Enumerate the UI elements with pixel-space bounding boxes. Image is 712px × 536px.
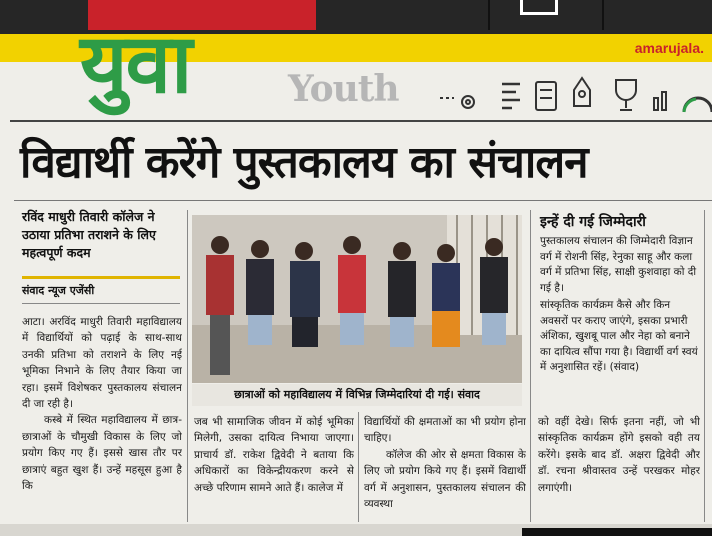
byline: संवाद न्यूज एजेंसी — [22, 284, 95, 297]
gauge-icon — [684, 98, 712, 112]
chart-icon — [654, 92, 666, 110]
subhead-underline — [22, 276, 180, 279]
subheadline: रविंद माधुरी तिवारी कॉलेज ने उठाया प्रतिभा तराशने के लिए महत्वपूर्ण कदम — [22, 209, 156, 260]
column-divider — [358, 412, 359, 522]
next-article-header — [522, 528, 712, 536]
brand-logo: amarujala. — [634, 40, 704, 56]
masthead-rule — [10, 120, 712, 122]
toolbar-separator — [488, 0, 490, 30]
sidebar-paragraph: सांस्कृतिक कार्यक्रम कैसे और किन अवसरों पर कराए जाएंगे, इसका प्रभारी अंशिका, खुशबू पाल और नेहा को बनाने का दायित्व सौंपा गया है। विद्यार्थी वर्ग स्वयं में अनुशासित रहें। (संवाद) — [540, 299, 698, 373]
article-photo — [192, 215, 522, 383]
section-title-youth: Youth — [288, 68, 399, 110]
sidebar-body — [540, 234, 700, 376]
checklist-icon — [536, 82, 556, 110]
column-divider — [530, 210, 531, 522]
paragraph: जब भी सामाजिक जीवन में कोई भूमिका मिलेगी, उसका दायित्व निभाया जाएगा। प्राचार्य डॉ. राकेश द्विवेदी ने बताया कि अधिकारों का विकेन्द्रीयकरण करने से अच्छे परिणाम सामने आते हैं। कालेज में — [194, 416, 354, 494]
paragraph: को वहीं देखे। सिर्फ इतना नहीं, जो भी सांस्कृतिक कार्यक्रम होंगे इसको वही तय करेंगे। इसके बाद डॉ. अक्षरा द्विवेदी और डॉ. रचना श्रीवास्तव उन्हें परखकर मोहर लगाएंगी। — [538, 416, 700, 494]
list-icon — [502, 84, 520, 108]
column-divider — [187, 210, 188, 522]
headline-rule — [14, 200, 712, 201]
students-photo-illustration — [192, 215, 522, 383]
paragraph: कॉलेज की ओर से क्षमता विकास के लिए जो प्रयोग किये गए हैं। इसमें विद्यार्थी वर्ग में अनुशासन, पुस्तकालय संचालन की व्यवस्था — [364, 448, 526, 511]
column-divider — [704, 210, 705, 522]
article-column-1 — [22, 314, 182, 522]
section-title-yuva: युवा — [80, 17, 191, 112]
toolbar-separator — [602, 0, 604, 30]
sidebar-title: इन्हें दी गई जिम्मेदारी — [540, 214, 646, 230]
gear-icon — [462, 96, 474, 108]
paragraph: आटा। अरविंद माधुरी तिवारी महाविद्यालय में विद्यार्थियों को पढ़ाई के साथ-साथ उनकी प्रतिभा को तराशने के लिए नई भूमिका निभाने के लिए तैयार किया जा रहा। इसमें विशेषकर पुस्तकालय संचालन दी जा रही है। — [22, 316, 182, 411]
article-column-2 — [194, 414, 354, 522]
rocket-icon — [574, 78, 590, 106]
headline: विद्यार्थी करेंगे पुस्तकालय का संचालन — [20, 137, 588, 188]
article-column-4 — [538, 414, 700, 522]
decorative-icons-strip — [440, 72, 712, 116]
byline-rule — [22, 303, 180, 304]
photo-caption: छात्राओं को महाविद्यालय में विभिन्न जिम्मेदारियां दी गई। संवाद — [192, 384, 522, 406]
trophy-icon — [616, 80, 636, 110]
sidebar-paragraph: पुस्तकालय संचालन की जिम्मेदारी विज्ञान वर्ग में रोशनी सिंह, रेनुका साहू और कला वर्ग में प्रतिभा सिंह, साक्षी कुशवाहा को दी गई है। — [540, 235, 697, 294]
tray-icon[interactable] — [520, 0, 558, 15]
article-column-3 — [364, 414, 526, 522]
paragraph: कस्बे में स्थित महाविद्यालय में छात्र-छात्राओं के चौमुखी विकास के लिए जो प्रयोग किए गए हैं। इससे खास तौर पर छात्राएं बहुत खुश हैं। उन्हें महसूस हुआ है कि — [22, 414, 182, 493]
paragraph: विद्यार्थियों की क्षमताओं का भी प्रयोग होना चाहिए। — [364, 416, 526, 445]
